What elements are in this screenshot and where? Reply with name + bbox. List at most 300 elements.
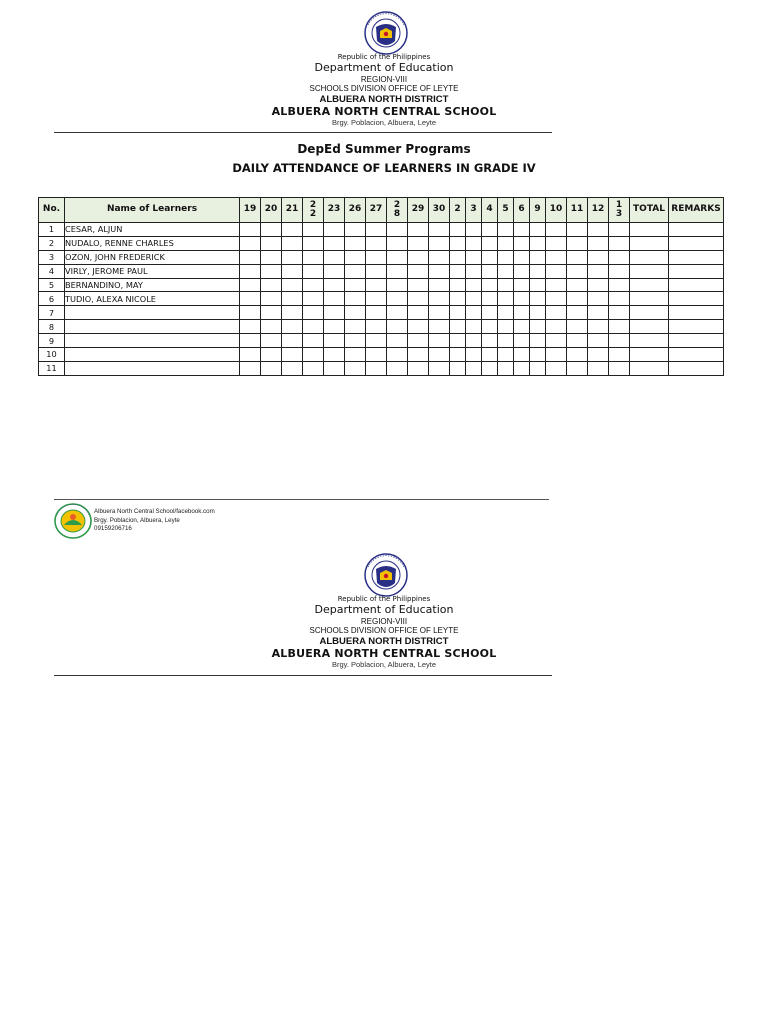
attendance-cell [429, 264, 450, 278]
attendance-cell [530, 250, 546, 264]
column-header-day: 23 [324, 198, 345, 223]
attendance-cell [408, 306, 429, 320]
attendance-cell [630, 278, 669, 292]
table-row [39, 278, 724, 292]
school-name-2: ALBUERA NORTH CENTRAL SCHOOL [271, 647, 497, 660]
attendance-cell [345, 278, 366, 292]
attendance-cell [303, 306, 324, 320]
department-label-2: Department of Education [314, 603, 454, 616]
attendance-cell [466, 361, 482, 375]
attendance-cell [567, 223, 588, 237]
attendance-cell [324, 236, 345, 250]
attendance-cell [408, 348, 429, 362]
attendance-cell [303, 292, 324, 306]
attendance-cell [429, 250, 450, 264]
attendance-cell [429, 361, 450, 375]
attendance-cell [429, 223, 450, 237]
attendance-cell [303, 236, 324, 250]
attendance-cell [530, 278, 546, 292]
attendance-cell [567, 361, 588, 375]
attendance-cell [366, 348, 387, 362]
learner-name: NUDALO, RENNE CHARLES [65, 236, 240, 250]
attendance-cell [546, 223, 567, 237]
learner-name [65, 306, 240, 320]
table-row [39, 292, 724, 306]
attendance-cell [345, 334, 366, 348]
attendance-cell [530, 292, 546, 306]
region-label: REGION-VIII [360, 75, 408, 84]
attendance-cell [240, 236, 261, 250]
attendance-cell [408, 361, 429, 375]
attendance-cell [669, 292, 724, 306]
attendance-cell [609, 361, 630, 375]
attendance-cell [609, 278, 630, 292]
learner-name [65, 348, 240, 362]
attendance-cell [630, 306, 669, 320]
attendance-cell [466, 320, 482, 334]
attendance-cell [387, 334, 408, 348]
attendance-cell [567, 236, 588, 250]
attendance-cell [450, 236, 466, 250]
attendance-cell [546, 334, 567, 348]
attendance-cell [324, 250, 345, 264]
column-header-day: 6 [514, 198, 530, 223]
attendance-cell [261, 264, 282, 278]
attendance-cell [366, 306, 387, 320]
attendance-cell [282, 361, 303, 375]
attendance-cell [450, 334, 466, 348]
attendance-cell [567, 306, 588, 320]
attendance-cell [482, 292, 498, 306]
attendance-cell [429, 278, 450, 292]
attendance-cell [609, 223, 630, 237]
attendance-cell [324, 264, 345, 278]
attendance-cell [408, 236, 429, 250]
attendance-cell [609, 320, 630, 334]
attendance-cell [261, 320, 282, 334]
attendance-cell [630, 320, 669, 334]
attendance-cell [303, 348, 324, 362]
column-header-remarks: REMARKS [669, 198, 724, 223]
attendance-cell [261, 223, 282, 237]
table-row [39, 306, 724, 320]
attendance-cell [303, 264, 324, 278]
attendance-cell [429, 348, 450, 362]
attendance-cell [498, 292, 514, 306]
header-divider-2 [54, 675, 552, 676]
attendance-cell [609, 306, 630, 320]
attendance-cell [669, 264, 724, 278]
attendance-cell [546, 348, 567, 362]
attendance-cell [345, 306, 366, 320]
attendance-cell [408, 278, 429, 292]
attendance-cell [324, 292, 345, 306]
attendance-cell [514, 264, 530, 278]
attendance-cell [514, 348, 530, 362]
attendance-cell [387, 250, 408, 264]
attendance-cell [588, 236, 609, 250]
attendance-cell [546, 306, 567, 320]
attendance-cell [514, 223, 530, 237]
attendance-cell [588, 320, 609, 334]
table-row [39, 236, 724, 250]
attendance-cell [282, 292, 303, 306]
attendance-cell [482, 250, 498, 264]
division-label: SCHOOLS DIVISION OFFICE OF LEYTE [309, 84, 459, 93]
table-row [39, 334, 724, 348]
attendance-cell [408, 250, 429, 264]
attendance-cell [514, 278, 530, 292]
attendance-cell [240, 334, 261, 348]
attendance-cell [546, 236, 567, 250]
attendance-cell [387, 348, 408, 362]
attendance-cell [345, 223, 366, 237]
attendance-cell [240, 348, 261, 362]
attendance-cell [345, 361, 366, 375]
attendance-cell [530, 348, 546, 362]
attendance-cell [498, 223, 514, 237]
attendance-cell [514, 250, 530, 264]
attendance-cell [450, 306, 466, 320]
attendance-cell [530, 361, 546, 375]
table-row [39, 361, 724, 375]
attendance-cell [530, 236, 546, 250]
attendance-cell [466, 236, 482, 250]
attendance-table [38, 197, 724, 376]
attendance-cell [482, 334, 498, 348]
attendance-cell [514, 236, 530, 250]
row-number: 1 [39, 223, 65, 237]
attendance-cell [498, 306, 514, 320]
column-header-day: 28 [387, 198, 408, 223]
attendance-cell [567, 320, 588, 334]
column-header-day: 21 [282, 198, 303, 223]
row-number: 4 [39, 264, 65, 278]
attendance-cell [588, 292, 609, 306]
column-header-day: 20 [261, 198, 282, 223]
attendance-cell [429, 334, 450, 348]
attendance-cell [324, 223, 345, 237]
attendance-cell [387, 236, 408, 250]
attendance-cell [366, 236, 387, 250]
attendance-cell [567, 250, 588, 264]
attendance-cell [588, 306, 609, 320]
attendance-cell [669, 278, 724, 292]
attendance-cell [240, 320, 261, 334]
attendance-cell [324, 306, 345, 320]
attendance-cell [630, 361, 669, 375]
attendance-cell [429, 306, 450, 320]
attendance-cell [282, 236, 303, 250]
attendance-cell [387, 306, 408, 320]
division-label-2: SCHOOLS DIVISION OFFICE OF LEYTE [309, 626, 459, 635]
attendance-cell [282, 348, 303, 362]
attendance-cell [387, 320, 408, 334]
program-title: DepEd Summer Programs [297, 142, 471, 156]
attendance-cell [345, 264, 366, 278]
attendance-cell [282, 223, 303, 237]
row-number: 11 [39, 361, 65, 375]
attendance-cell [498, 320, 514, 334]
table-row [39, 264, 724, 278]
attendance-cell [482, 278, 498, 292]
row-number: 3 [39, 250, 65, 264]
attendance-cell [609, 236, 630, 250]
attendance-cell [630, 348, 669, 362]
attendance-cell [261, 292, 282, 306]
column-header-day: 19 [240, 198, 261, 223]
attendance-cell [669, 334, 724, 348]
attendance-cell [261, 250, 282, 264]
attendance-cell [261, 348, 282, 362]
attendance-cell [282, 320, 303, 334]
attendance-cell [530, 334, 546, 348]
row-number: 10 [39, 348, 65, 362]
attendance-cell [482, 348, 498, 362]
learner-name: BERNANDINO, MAY [65, 278, 240, 292]
attendance-cell [450, 278, 466, 292]
attendance-cell [482, 264, 498, 278]
attendance-cell [482, 223, 498, 237]
attendance-cell [450, 320, 466, 334]
attendance-cell [482, 236, 498, 250]
attendance-cell [240, 361, 261, 375]
attendance-cell [588, 278, 609, 292]
attendance-cell [324, 278, 345, 292]
attendance-cell [387, 292, 408, 306]
attendance-cell [366, 278, 387, 292]
attendance-cell [324, 348, 345, 362]
attendance-cell [588, 361, 609, 375]
attendance-cell [429, 236, 450, 250]
attendance-cell [466, 264, 482, 278]
attendance-cell [387, 361, 408, 375]
attendance-cell [514, 292, 530, 306]
attendance-cell [345, 236, 366, 250]
attendance-cell [514, 306, 530, 320]
attendance-cell [498, 250, 514, 264]
attendance-cell [466, 250, 482, 264]
row-number: 2 [39, 236, 65, 250]
attendance-cell [530, 223, 546, 237]
column-header-day: 30 [429, 198, 450, 223]
attendance-cell [387, 278, 408, 292]
attendance-cell [450, 264, 466, 278]
attendance-cell [240, 250, 261, 264]
attendance-cell [303, 278, 324, 292]
attendance-cell [466, 334, 482, 348]
attendance-cell [303, 334, 324, 348]
learner-name [65, 334, 240, 348]
attendance-cell [498, 264, 514, 278]
attendance-cell [450, 348, 466, 362]
attendance-cell [345, 348, 366, 362]
attendance-cell [324, 361, 345, 375]
attendance-cell [546, 320, 567, 334]
column-header-day: 29 [408, 198, 429, 223]
deped-seal-icon [364, 11, 408, 55]
attendance-cell [387, 223, 408, 237]
attendance-cell [498, 348, 514, 362]
attendance-cell [630, 334, 669, 348]
attendance-cell [466, 306, 482, 320]
attendance-cell [498, 361, 514, 375]
district-label: ALBUERA NORTH DISTRICT [319, 94, 449, 105]
column-header-day: 22 [303, 198, 324, 223]
attendance-cell [482, 361, 498, 375]
attendance-cell [240, 278, 261, 292]
attendance-cell [240, 264, 261, 278]
column-header-day: 4 [482, 198, 498, 223]
attendance-cell [282, 334, 303, 348]
attendance-cell [282, 278, 303, 292]
attendance-cell [567, 292, 588, 306]
attendance-cell [567, 264, 588, 278]
attendance-cell [482, 306, 498, 320]
attendance-cell [669, 223, 724, 237]
attendance-cell [240, 306, 261, 320]
row-number: 8 [39, 320, 65, 334]
footer-address: Brgy. Poblacion, Albuera, Leyte [94, 517, 180, 524]
column-header-name: Name of Learners [65, 198, 240, 223]
attendance-cell [450, 292, 466, 306]
learner-name: TUDIO, ALEXA NICOLE [65, 292, 240, 306]
attendance-cell [514, 334, 530, 348]
attendance-cell [324, 334, 345, 348]
district-label-2: ALBUERA NORTH DISTRICT [319, 636, 449, 647]
attendance-cell [546, 292, 567, 306]
column-header-day: 26 [345, 198, 366, 223]
header-divider [54, 132, 552, 133]
attendance-cell [669, 236, 724, 250]
column-header-day: 10 [546, 198, 567, 223]
attendance-cell [588, 334, 609, 348]
attendance-cell [408, 320, 429, 334]
attendance-cell [429, 320, 450, 334]
table-row [39, 250, 724, 264]
attendance-cell [261, 278, 282, 292]
learner-name: OZON, JOHN FREDERICK [65, 250, 240, 264]
row-number: 5 [39, 278, 65, 292]
attendance-cell [669, 361, 724, 375]
republic-label: Republic of the Philippines [337, 53, 431, 61]
attendance-cell [609, 264, 630, 278]
row-number: 7 [39, 306, 65, 320]
attendance-cell [450, 250, 466, 264]
column-header-day: 2 [450, 198, 466, 223]
attendance-cell [366, 361, 387, 375]
attendance-cell [669, 348, 724, 362]
attendance-cell [345, 292, 366, 306]
attendance-cell [514, 361, 530, 375]
attendance-cell [366, 334, 387, 348]
learner-name: VIRLY, JEROME PAUL [65, 264, 240, 278]
attendance-cell [630, 236, 669, 250]
attendance-cell [303, 361, 324, 375]
row-number: 6 [39, 292, 65, 306]
learner-name: CESAR, ALJUN [65, 223, 240, 237]
attendance-cell [567, 334, 588, 348]
attendance-cell [530, 306, 546, 320]
attendance-cell [366, 223, 387, 237]
attendance-cell [429, 292, 450, 306]
learner-name [65, 320, 240, 334]
attendance-cell [588, 223, 609, 237]
attendance-cell [498, 334, 514, 348]
attendance-cell [669, 250, 724, 264]
learner-name [65, 361, 240, 375]
attendance-cell [303, 250, 324, 264]
attendance-cell [345, 250, 366, 264]
attendance-cell [324, 320, 345, 334]
footer-divider [54, 499, 549, 500]
school-name: ALBUERA NORTH CENTRAL SCHOOL [271, 105, 497, 118]
attendance-cell [630, 250, 669, 264]
attendance-cell [466, 292, 482, 306]
column-header-day: 27 [366, 198, 387, 223]
republic-label-2: Republic of the Philippines [337, 595, 431, 603]
column-header-no: No. [39, 198, 65, 223]
attendance-cell [546, 264, 567, 278]
column-header-day: 3 [466, 198, 482, 223]
attendance-cell [609, 348, 630, 362]
attendance-cell [546, 250, 567, 264]
attendance-cell [408, 264, 429, 278]
school-address: Brgy. Poblacion, Albuera, Leyte [331, 118, 437, 127]
row-number: 9 [39, 334, 65, 348]
attendance-cell [240, 292, 261, 306]
department-label: Department of Education [314, 61, 454, 74]
attendance-cell [609, 292, 630, 306]
column-header-total: TOTAL [630, 198, 669, 223]
attendance-cell [366, 292, 387, 306]
attendance-cell [366, 250, 387, 264]
attendance-cell [669, 306, 724, 320]
attendance-cell [609, 250, 630, 264]
table-row [39, 223, 724, 237]
attendance-cell [669, 320, 724, 334]
attendance-cell [498, 236, 514, 250]
attendance-cell [482, 320, 498, 334]
table-row [39, 348, 724, 362]
attendance-cell [366, 264, 387, 278]
attendance-cell [630, 223, 669, 237]
attendance-cell [630, 264, 669, 278]
attendance-cell [466, 348, 482, 362]
attendance-cell [408, 334, 429, 348]
attendance-cell [450, 361, 466, 375]
deped-seal-icon [364, 553, 408, 597]
attendance-cell [466, 223, 482, 237]
attendance-cell [530, 320, 546, 334]
footer-phone: 09159206716 [94, 525, 132, 532]
column-header-day: 12 [588, 198, 609, 223]
attendance-cell [588, 264, 609, 278]
attendance-cell [408, 223, 429, 237]
footer-facebook: Albuera North Central School/facebook.com [94, 508, 215, 515]
attendance-cell [282, 250, 303, 264]
attendance-cell [303, 223, 324, 237]
attendance-cell [546, 278, 567, 292]
attendance-title: DAILY ATTENDANCE OF LEARNERS IN GRADE IV [232, 161, 536, 175]
attendance-cell [387, 264, 408, 278]
attendance-cell [366, 320, 387, 334]
school-logo-icon [54, 503, 92, 539]
region-label-2: REGION-VIII [360, 617, 408, 626]
attendance-cell [567, 348, 588, 362]
attendance-cell [282, 264, 303, 278]
attendance-cell [530, 264, 546, 278]
